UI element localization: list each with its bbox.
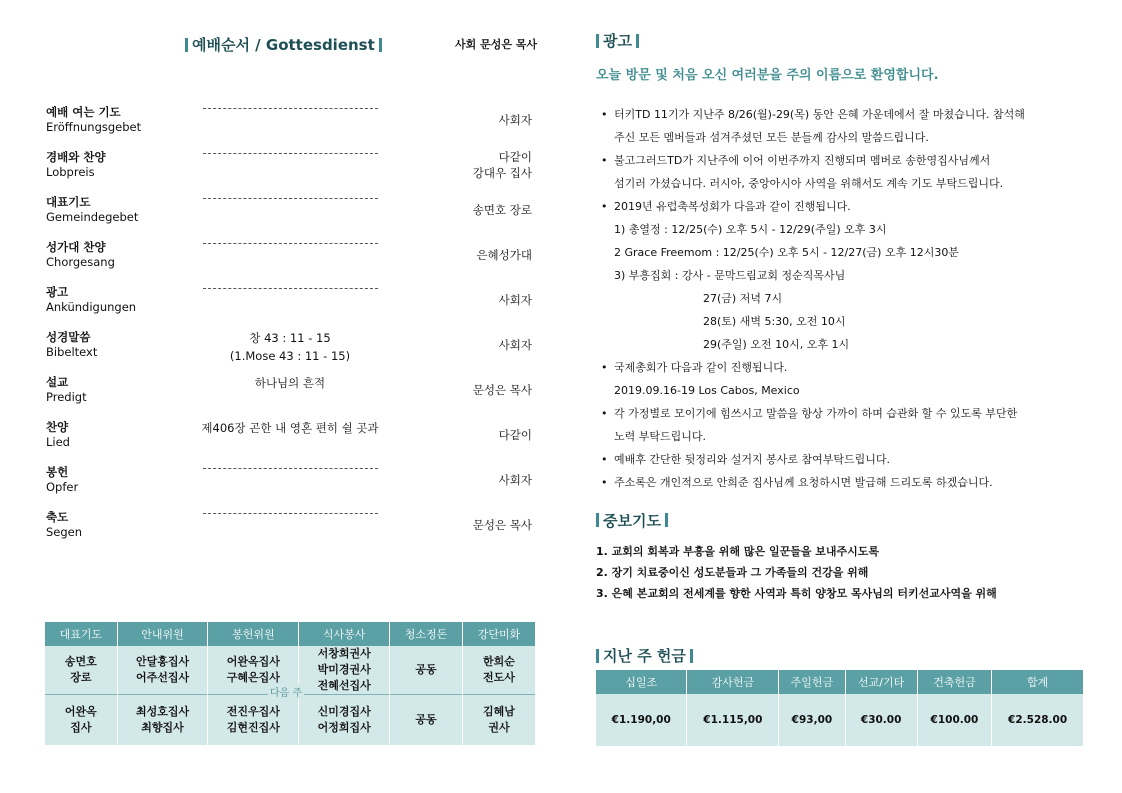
duty-cell-line: 전진우집사 [226, 704, 280, 718]
order-item-de: Lobpreis [46, 165, 95, 179]
order-item-de: Predigt [46, 390, 87, 404]
announcement-line: • 주소록은 개인적으로 안희준 집사님께 요청하시면 발급해 드리도록 하겠습니다. [596, 471, 1086, 494]
order-item-dash [203, 513, 378, 514]
order-item-ko: 설교 [46, 375, 69, 389]
offering-value: €2.528.00 [992, 694, 1084, 746]
order-item-ko: 성경말씀 [46, 330, 91, 344]
duty-cell [463, 646, 536, 695]
title-bar-right [379, 38, 382, 52]
order-item-person [422, 292, 532, 308]
duty-cell [117, 695, 208, 745]
duty-cell-line: 한희순 [483, 655, 515, 668]
title-bar-right [665, 513, 668, 527]
duty-cell-line: 전혜선집사 [317, 679, 371, 692]
duty-cell [208, 695, 299, 745]
offering-header: 합계 [992, 670, 1084, 694]
prayer-item: 2. 장기 치료중이신 성도분들과 그 가족들의 건강을 위해 [596, 566, 869, 579]
order-item [45, 149, 540, 194]
duty-cell-line: 어정희집사 [317, 720, 371, 734]
title-bar-right [690, 649, 693, 663]
duty-cell [390, 695, 463, 745]
order-item-ko: 성가대 찬양 [46, 240, 106, 254]
duty-cell-line: 어주선집사 [135, 671, 190, 684]
order-item-person-line: 문성은 목사 [472, 518, 532, 532]
order-item-person-line: 다같이 [498, 428, 532, 442]
order-item-person-line: 은혜성가대 [476, 248, 532, 262]
duty-header: 식사봉사 [299, 622, 390, 646]
offering-values-row [596, 694, 1084, 746]
duty-cell-line: 어완옥 [64, 704, 97, 718]
announcement-line: 27(금) 저녁 7시 [703, 291, 783, 305]
offering-header: 건축헌금 [917, 670, 992, 694]
duty-next-week-row [45, 695, 536, 745]
title-bar-left [596, 513, 599, 527]
offering-header: 선교/기타 [845, 670, 917, 694]
offering-table [596, 670, 1084, 746]
offering-value: €1.115,00 [687, 694, 779, 746]
prayer-item: 1. 교회의 회복과 부흥을 위해 많은 일꾼들을 보내주시도록 [596, 545, 880, 558]
duty-cell [117, 646, 208, 695]
order-item-person-line: 강대우 집사 [472, 166, 532, 180]
order-item-detail [200, 419, 380, 437]
order-item-ko: 광고 [46, 285, 69, 299]
prayer-title [596, 510, 668, 531]
order-item [45, 464, 540, 509]
announcement-line: 29(주일) 오전 10시, 오후 1시 [703, 337, 850, 351]
duty-cell-line: 공동 [415, 663, 437, 676]
announcement-line: • 불고그러드TD가 지난주에 이어 이번주까지 진행되며 멤버로 송한영집사님께서 [596, 149, 1086, 172]
announcement-line: 노력 부탁드립니다. [614, 429, 707, 443]
order-list [45, 104, 540, 554]
order-item-de: Gemeindegebet [46, 210, 139, 224]
order-item [45, 329, 540, 374]
announcement-line: 3) 부흥집회 : 강사 - 문막드림교회 정순직목사님 [614, 268, 846, 282]
offering-header-row [596, 670, 1084, 694]
duty-cell-line: 안달홍집사 [135, 655, 190, 668]
duty-cell [463, 695, 536, 745]
duty-header: 봉헌위원 [208, 622, 299, 646]
order-leader: 사회 문성은 목사 [455, 38, 538, 51]
order-item-person-line: 문성은 목사 [472, 383, 532, 397]
order-item [45, 239, 540, 284]
duty-cell-line: 권사 [488, 720, 510, 734]
order-item-detail-line: 제406장 곤한 내 영혼 편히 쉴 곳과 [201, 421, 379, 435]
offering-header: 감사헌금 [687, 670, 779, 694]
order-item-person-line: 사회자 [498, 113, 532, 127]
announcement-line: 28(토) 새벽 5:30, 오전 10시 [703, 314, 846, 328]
announcement-line: • 예배후 간단한 뒷정리와 설거지 봉사로 참여부탁드립니다. [596, 448, 1086, 471]
order-item-person [422, 112, 532, 128]
order-item-dash [203, 468, 378, 469]
order-item-person-line: 사회자 [498, 338, 532, 352]
order-item-dash [203, 153, 378, 154]
order-item-person [422, 427, 532, 443]
order-item-detail-line: 하나님의 흔적 [254, 376, 326, 390]
offering-title [596, 645, 693, 666]
duty-cell-line: 김혜남 [483, 704, 515, 718]
order-item-person [422, 202, 532, 218]
order-header [45, 30, 540, 58]
order-title [185, 34, 382, 55]
order-item-de: Ankündigungen [46, 300, 137, 314]
duty-header: 청소정돈 [390, 622, 463, 646]
duty-header: 대표기도 [45, 622, 117, 646]
duty-cell-line: 김현진집사 [226, 720, 280, 734]
order-item [45, 284, 540, 329]
announce-title-text: 광고 [603, 32, 632, 50]
duty-header-row [45, 622, 536, 646]
offering-header: 주일헌금 [779, 670, 845, 694]
order-item-person [422, 149, 532, 181]
duty-cell [45, 646, 117, 695]
duty-header: 강단미화 [463, 622, 536, 646]
duty-cell-line: 최향집사 [141, 720, 184, 734]
duty-cell-line: 구혜은집사 [226, 671, 280, 684]
duty-cell-line: 박미경권사 [317, 663, 371, 676]
order-title-text: 예배순서 / Gottesdienst [192, 36, 375, 54]
duty-cell [299, 695, 390, 745]
prayer-list [596, 541, 1086, 604]
title-bar-right [636, 34, 639, 48]
announcement-line: 2 Grace Freemom : 12/25(수) 오후 5시 - 12/27(금) 오후 12시30분 [614, 245, 959, 259]
duty-cell-line: 서창희권사 [317, 647, 371, 660]
duty-cell [299, 646, 390, 695]
duty-cell-line: 장로 [70, 671, 92, 684]
order-item-dash [203, 198, 378, 199]
announcement-line: 2019.09.16-19 Los Cabos, Mexico [614, 383, 800, 397]
duty-header: 안내위원 [117, 622, 208, 646]
duty-cell-line: 어완옥집사 [226, 655, 280, 668]
order-item-ko: 대표기도 [46, 195, 91, 209]
welcome-message: 오늘 방문 및 처음 오신 여러분을 주의 이름으로 환영합니다. [596, 67, 939, 83]
duty-cell-line: 최성호집사 [135, 704, 190, 718]
order-item-ko: 봉헌 [46, 465, 69, 479]
announcement-line: • 각 가정별로 모이기에 힘쓰시고 말씀을 항상 가까이 하며 습관화 할 수 있도록 부단한 [596, 402, 1086, 425]
order-item [45, 374, 540, 419]
order-item-person-line: 다같이 [498, 150, 532, 164]
duty-cell-line: 송면호 [64, 655, 97, 668]
offering-value: €93,00 [779, 694, 845, 746]
right-page [596, 30, 1086, 604]
offering-value: €1.190,00 [596, 694, 687, 746]
announcement-line: 주신 모든 멤버들과 섬겨주셨던 모든 분들께 감사의 말씀드립니다. [614, 130, 929, 144]
order-item-person [422, 247, 532, 263]
order-item-ko: 축도 [46, 510, 69, 524]
duty-cell [390, 646, 463, 695]
order-item-person [422, 337, 532, 353]
announcement-line: • 국제총회가 다음과 같이 진행됩니다. [596, 356, 1086, 379]
order-item-de: Segen [46, 525, 83, 539]
order-item-detail-line: 창 43 : 11 - 15 [249, 331, 331, 345]
duty-cell-line: 집사 [70, 720, 92, 734]
announcement-line: • 2019년 유럽축복성회가 다음과 같이 진행됩니다. [596, 195, 1086, 218]
offering-value: €30.00 [845, 694, 917, 746]
announce-title [596, 30, 639, 51]
order-item-ko: 찬양 [46, 420, 69, 434]
duty-cell-line: 전도사 [483, 671, 515, 684]
order-item [45, 194, 540, 239]
order-item-de: Lied [46, 435, 70, 449]
order-item-person [422, 382, 532, 398]
order-item [45, 509, 540, 554]
order-item-de: Opfer [46, 480, 79, 494]
title-bar-left [596, 34, 599, 48]
order-item [45, 104, 540, 149]
order-item-person-line: 사회자 [498, 293, 532, 307]
order-item-detail-line: (1.Mose 43 : 11 - 15) [229, 349, 351, 363]
next-week-label: 다음 주 [268, 684, 304, 699]
order-item-ko: 예배 여는 기도 [46, 105, 121, 119]
order-item-person-line: 송면호 장로 [472, 203, 532, 217]
order-item-ko: 경배와 찬양 [46, 150, 106, 164]
offering-header: 십일조 [596, 670, 687, 694]
announcement-list [596, 103, 1086, 494]
duty-cell-line: 공동 [415, 712, 437, 726]
announcement-line: • 터키TD 11기가 지난주 8/26(월)-29(목) 동안 은혜 가운데에서 잘 마쳤습니다. 참석해 [596, 103, 1086, 126]
order-item-person-line: 사회자 [498, 473, 532, 487]
order-item-dash [203, 108, 378, 109]
title-bar-left [185, 38, 188, 52]
order-item-de: Eröffnungsgebet [46, 120, 142, 134]
order-item-dash [203, 288, 378, 289]
duty-cell [45, 695, 117, 745]
order-item-de: Chorgesang [46, 255, 115, 269]
order-item-detail [200, 329, 380, 365]
offering-value: €100.00 [917, 694, 992, 746]
offering-title-text: 지난 주 헌금 [603, 647, 686, 665]
order-item-dash [203, 243, 378, 244]
order-item-detail [200, 374, 380, 392]
left-page [45, 30, 540, 554]
title-bar-left [596, 649, 599, 663]
prayer-item: 3. 은혜 본교회의 전세계를 향한 사역과 특히 양창모 목사님의 터키선교사역을 위해 [596, 587, 997, 600]
order-item-de: Bibeltext [46, 345, 98, 359]
order-item-person [422, 472, 532, 488]
order-item-person [422, 517, 532, 533]
announcement-line: 섬기러 가셨습니다. 러시아, 중앙아시아 사역을 위해서도 계속 기도 부탁드립니다. [614, 176, 1004, 190]
duty-cell-line: 신미경집사 [317, 704, 371, 718]
order-item [45, 419, 540, 464]
prayer-title-text: 중보기도 [603, 511, 661, 530]
announcement-line: 1) 총열정 : 12/25(수) 오후 5시 - 12/29(주일) 오후 3시 [614, 222, 887, 236]
